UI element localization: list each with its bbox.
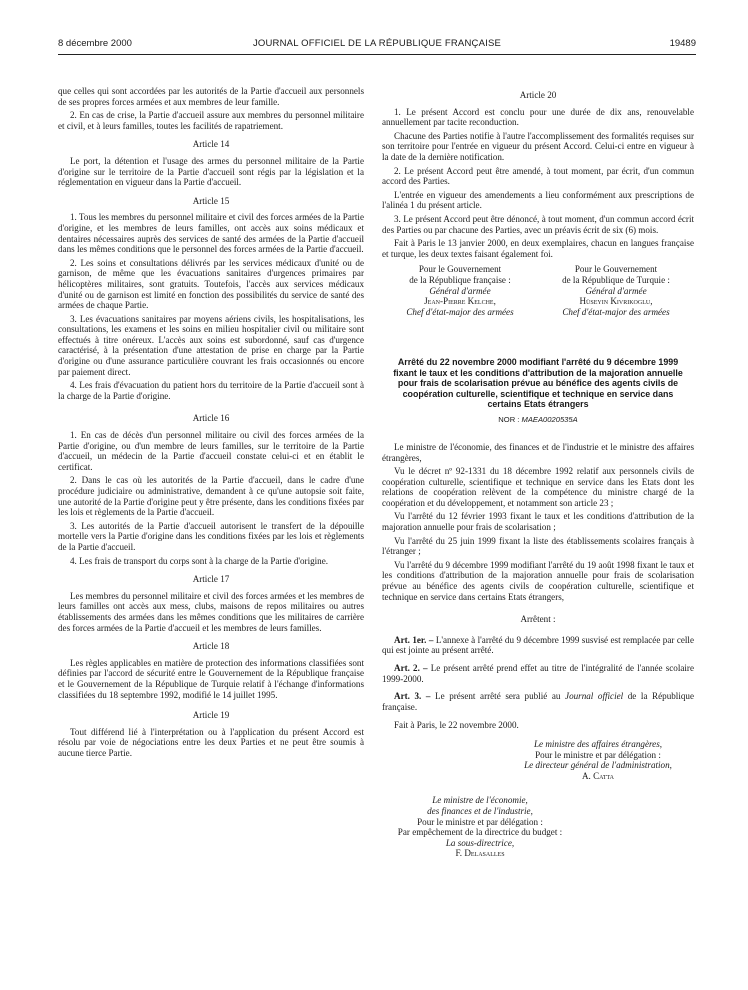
article-label: Art. 3. –: [394, 691, 431, 702]
paragraph: Les membres du personnel militaire et civil des forces armées et les membres de leurs familles ont accès aux mess, clubs, maisons de repos militaires ou autres établissements des armées dans les mêmes conditions que les militaires de carrière des forces armées de la Partie d'accueil et les membres de leurs familles.: [58, 590, 364, 633]
paragraph: 3. Les autorités de la Partie d'accueil autorisent le transfert de la dépouille mortelle vers la Partie d'origine dans les conditions fixées par les lois et règlements de la Partie d'accueil.: [58, 520, 364, 552]
header-rule: [58, 54, 696, 55]
paragraph: 2. Le présent Accord peut être amendé, à tout moment, par écrit, d'un commun accord des Parties.: [382, 165, 694, 187]
signature-line: Pour le Gouvernement: [418, 264, 502, 275]
article-heading: Article 19: [192, 710, 230, 721]
paragraph: 2. Dans le cas où les autorités de la Partie d'accueil, dans le cadre d'une procédure judiciaire ou administrative, demandent à ce qu'une autopsie soit faite, une autorité de la Partie d'origine peut y être présente, dans les conditions fixées par les lois et règlements de la Partie d'accueil.: [58, 475, 364, 518]
signatory-name: Hüseyin Kivrikoglu,: [579, 296, 653, 307]
article-text: Le présent arrêté prend effet au titre de l'intégralité de l'année scolaire 1999-2000.: [382, 663, 694, 684]
signature-title: Chef d'état-major des armées: [406, 306, 514, 317]
signature-line: Le ministre de l'économie,: [432, 795, 528, 806]
signature-line: Pour le Gouvernement: [574, 264, 658, 275]
paragraph: 4. Les frais d'évacuation du patient hors du territoire de la Partie d'accueil sont à la charge de la Partie d'origine.: [58, 380, 364, 401]
article-heading: Article 16: [192, 413, 230, 424]
page-header: [58, 38, 696, 54]
header-date: 8 décembre 2000: [58, 38, 132, 49]
article-heading: Article 17: [192, 574, 230, 585]
article-text: de la République française.: [382, 691, 694, 712]
visa: Vu l'arrêté du 25 juin 1999 fixant la liste des établissements scolaires français à l'étranger ;: [382, 535, 694, 557]
journal-officiel: Journal officiel: [565, 691, 624, 702]
signatory-name: A. Catta: [581, 770, 615, 781]
signature-turkey: [538, 264, 694, 317]
left-column: [58, 86, 364, 761]
paragraph: 1. Le présent Accord est conclu pour une durée de dix ans, renouvelable annuellement par tacite reconduction.: [382, 106, 694, 128]
paragraph: que celles qui sont accordées par les autorités de la Partie d'accueil aux personnels de ses propres forces armées et aux membres de leur famille.: [58, 86, 364, 107]
signature-line: des finances et de l'industrie,: [427, 805, 533, 816]
paragraph: Les règles applicables en matière de protection des informations classifiées sont définies par l'accord de sécurité entre le Gouvernement de la République française et le Gouvernement de la République de Turquie relatif à l'échange d'informations classifiées du 18 septembre 1992, modifié le 14 juillet 1995.: [58, 657, 364, 700]
signature-line: Le ministre des affaires étrangères,: [533, 738, 663, 749]
article-3: [382, 691, 694, 712]
signatory-name: Jean-Pierre Kelche,: [424, 296, 496, 307]
paragraph: 4. Les frais de transport du corps sont à la charge de la Partie d'origine.: [70, 555, 329, 566]
paragraph: 2. Les soins et consultations délivrés par les services médicaux d'unité ou de garnison, de même que les évacuations sanitaires d'urgences primaires par hélicoptères militaires, sont gratuits. Toutefois, l'accès aux services médicaux d'unité ou de garnison est limité en fonction des possibilités du service de santé des armées de chaque Partie.: [58, 257, 364, 311]
paragraph: Le ministre de l'économie, des finances et de l'industrie et le ministre des affaires étrangères,: [382, 441, 694, 463]
paragraph: 2. En cas de crise, la Partie d'accueil assure aux membres du personnel militaire et civil, et à leurs familles, toutes les facilités de rapatriement.: [58, 110, 364, 131]
paragraph: Tout différend lié à l'interprétation ou à l'application du présent Accord est résolu par voie de négociations entre les deux Parties et ne peut être soumis à aucune tierce Partie.: [58, 726, 364, 758]
visa: Vu l'arrêté du 12 février 1993 fixant le taux et les conditions d'attribution de la majoration annuelle pour frais de scolarisation ;: [382, 511, 694, 533]
article-text: L'annexe à l'arrêté du 9 décembre 1999 susvisé est remplacée par celle qui est jointe au présent arrêté.: [382, 634, 694, 656]
article-heading: Article 14: [192, 139, 230, 150]
right-column: [382, 86, 694, 859]
paragraph: 1. Tous les membres du personnel militaire et civil des forces armées de la Partie d'origine, et les membres de leurs familles, ont accès aux soins médicaux et dentaires nécessaires auprès des services de santé des armées de la Partie d'accueil dans les mêmes conditions que le personnel des forces armées de la Partie d'accueil.: [58, 212, 364, 255]
article-label: Art. 2. –: [394, 663, 428, 673]
arretent-heading: Arrêtent :: [520, 614, 556, 625]
signature-line: La sous-directrice,: [445, 837, 515, 848]
signature-rank: Général d'armée: [429, 285, 491, 296]
visa: Vu le décret nº 92-1331 du 18 décembre 1992 relatif aux personnels civils de coopération culturelle, scientifique et technique en service dans les Etats dont les relations de coopération relèvent de la compétence du ministre chargé de la coopération et du développement, et notamment son article 23 ;: [382, 466, 694, 508]
paragraph: 1. En cas de décès d'un personnel militaire ou civil des forces armées de la Partie d'origine, ou d'un membre de leurs familles, sur le territoire de la Partie d'accueil, un médecin de la Partie d'accueil constate celui-ci et en établit le certificat.: [58, 430, 364, 472]
paragraph: L'entrée en vigueur des amendements a lieu conformément aux prescriptions de l'alinéa 1 du présent article.: [382, 189, 694, 211]
article-1: [382, 635, 694, 656]
signature-line: Pour le ministre et par délégation :: [535, 749, 661, 760]
signature-line: de la République française :: [409, 274, 511, 285]
article-heading: Article 15: [192, 195, 230, 206]
paragraph: 3. Le présent Accord peut être dénoncé, à tout moment, d'un commun accord écrit des Parties ou par chacune des Parties, avec un préavis écrit de six (6) mois.: [382, 213, 694, 235]
nor-code: MAEA0020535A: [521, 415, 578, 425]
signature-france: [382, 264, 538, 317]
signature-line: de la République de Turquie :: [562, 274, 670, 285]
signature-rank: Général d'armée: [585, 285, 647, 296]
article-label: Art. 1er. –: [394, 634, 434, 645]
nor-reference: [382, 415, 694, 426]
article-heading: Article 18: [192, 641, 230, 652]
signature-block: [382, 264, 694, 317]
header-page-number: 19489: [669, 38, 696, 49]
paragraph: Chacune des Parties notifie à l'autre l'accomplissement des formalités requises sur son territoire pour l'entrée en vigueur du présent Accord. Celui-ci entre en vigueur à la date de la dernière notification.: [382, 130, 694, 162]
paragraph: Le port, la détention et l'usage des armes du personnel militaire de la Partie d'origine sur le territoire de la Partie d'accueil sont régis par la législation et la réglementation en vigueur dans la Partie d'accueil.: [58, 155, 364, 188]
signature-economy: [382, 795, 578, 859]
article-heading: Article 20: [519, 90, 557, 100]
signature-title: Chef d'état-major des armées: [562, 306, 670, 317]
place-date: Fait à Paris, le 22 novembre 2000.: [394, 720, 519, 731]
paragraph: Fait à Paris le 13 janvier 2000, en deux exemplaires, chacun en langues française et turque, les deux textes faisant également foi.: [382, 238, 694, 259]
signatory-name: F. Delasalles: [455, 848, 505, 859]
visa: Vu l'arrêté du 9 décembre 1999 modifiant l'arrêté du 19 août 1998 fixant le taux et les conditions d'attribution de la majoration annuelle pour frais de scolarisation prévue au bénéfice des agents civils de coopération culturelle, scientifique et technique en service dans certains Etats étrangers,: [382, 559, 694, 602]
signature-foreign-affairs: [502, 739, 694, 781]
article-text: Le présent arrêté sera publié au: [435, 691, 561, 702]
signature-line: Le directeur général de l'administration,: [524, 760, 672, 771]
paragraph: 3. Les évacuations sanitaires par moyens aériens civils, les hospitalisations, les consultations, les examens et les soins en milieu hospitalier civil ou militaire sont effectués à titre onéreux. L'accès aux soins est subordonné, sauf cas d'urgence caractérisé, à la présentation d'une attestation de prise en charge par la Partie d'origine ou d'une assurance particulière couvrant les frais occasionnés ou encore par paiement direct.: [58, 313, 364, 377]
signature-line: Pour le ministre et par délégation :: [417, 816, 543, 827]
decree-title: Arrêté du 22 novembre 2000 modifiant l'arrêté du 9 décembre 1999 fixant le taux et les conditions d'attribution de la majoration annuelle pour frais de scolarisation prévue au bénéfice des agents civils de coopération culturelle, scientifique et technique en service dans certains Etats étrangers: [393, 357, 683, 409]
signature-line: Par empêchement de la directrice du budget :: [397, 827, 563, 838]
article-2: [382, 663, 694, 684]
header-journal-title: JOURNAL OFFICIEL DE LA RÉPUBLIQUE FRANÇAISE: [252, 38, 502, 49]
nor-label: NOR :: [498, 415, 520, 425]
